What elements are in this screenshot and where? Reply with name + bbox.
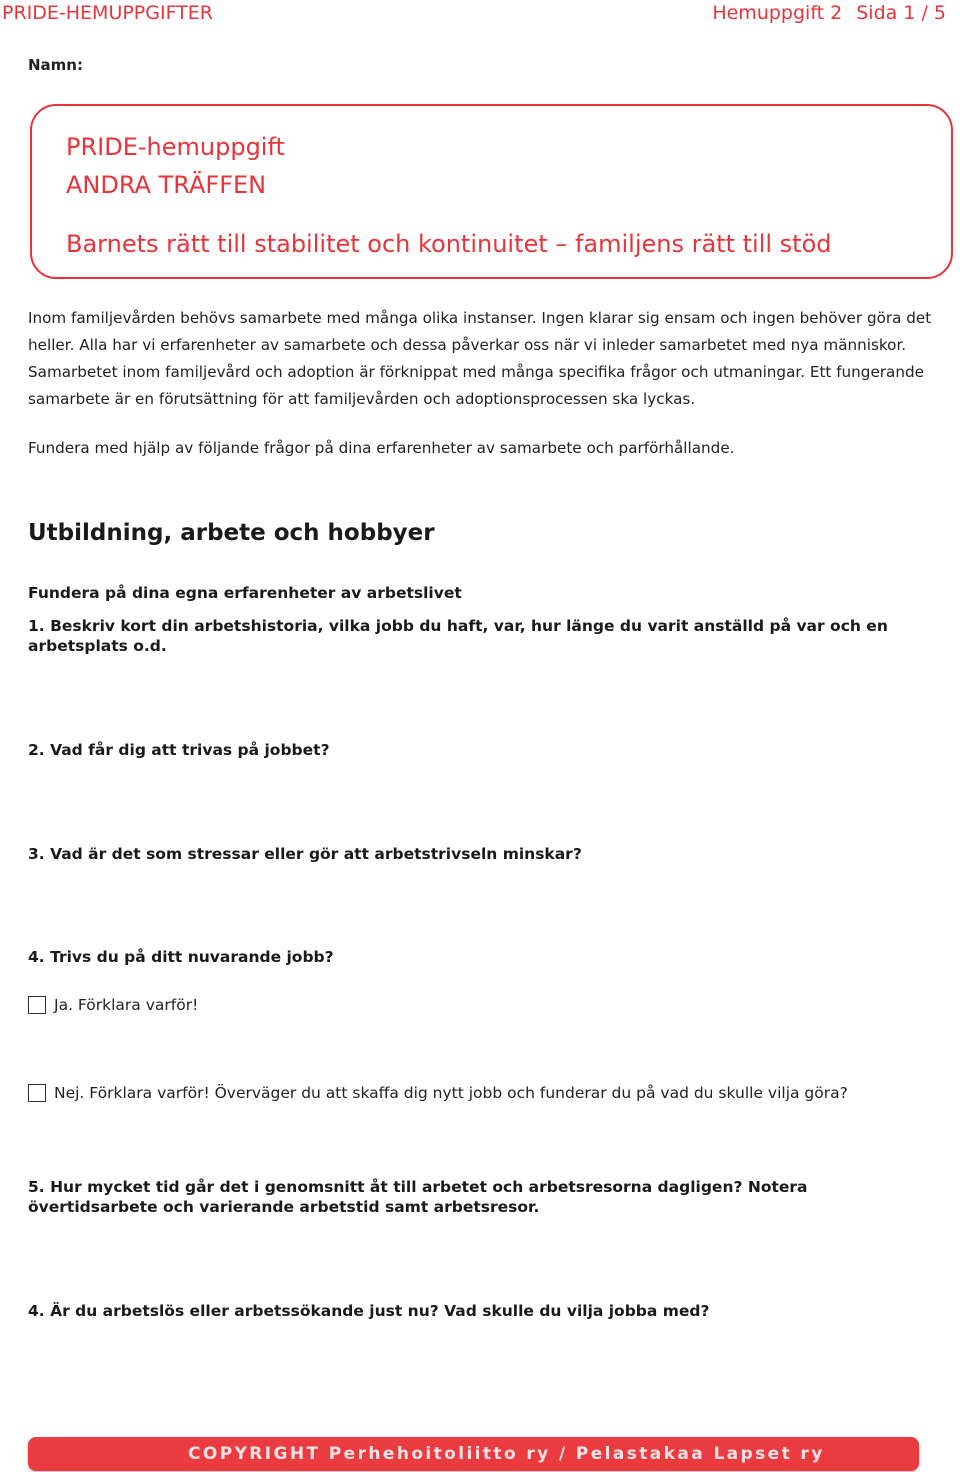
checkbox-yes[interactable] xyxy=(28,996,46,1014)
option-no[interactable] xyxy=(28,1084,848,1102)
question-4: 4. Trivs du på ditt nuvarande jobb? xyxy=(28,948,334,966)
intro-line: samarbete är en förutsättning för att familjevården och adoptionsprocessen ska lyckas. xyxy=(28,390,696,408)
header-page-number: Sida 1 / 5 xyxy=(856,2,946,24)
option-yes-label: Ja. Förklara varför! xyxy=(54,996,199,1014)
title-line-1: PRIDE-hemuppgift xyxy=(66,133,285,161)
question-1: 1. Beskriv kort din arbetshistoria, vilka jobb du haft, var, hur länge du varit anställd på var och en arbetsplats o.d. xyxy=(28,617,888,655)
intro-line: Inom familjevården behövs samarbete med många olika instanser. Ingen klarar sig ensam och ingen behöver göra det xyxy=(28,309,932,327)
name-label: Namn: xyxy=(28,56,83,74)
header-page-info xyxy=(712,2,946,24)
header-document-title: PRIDE-HEMUPPGIFTER xyxy=(2,2,213,24)
footer-bar xyxy=(28,1437,919,1471)
title-line-2: ANDRA TRÄFFEN xyxy=(66,171,267,199)
intro-paragraph xyxy=(28,305,950,413)
question-5: 5. Hur mycket tid går det i genomsnitt åt till arbetet och arbetsresorna dagligen? Notera övertidsarbete och varierande arbetstid samt arbetsresor. xyxy=(28,1178,808,1216)
intro-line: heller. Alla har vi erfarenheter av samarbete och dessa påverkar oss när vi inleder samarbetet med nya människor. xyxy=(28,336,907,354)
section-title: Utbildning, arbete och hobbyer xyxy=(28,520,435,546)
option-no-label: Nej. Förklara varför! Överväger du att skaffa dig nytt jobb och funderar du på vad du skulle vilja göra? xyxy=(54,1084,848,1102)
question-3: 3. Vad är det som stressar eller gör att arbetstrivseln minskar? xyxy=(28,845,582,863)
question-6: 4. Är du arbetslös eller arbetssökande just nu? Vad skulle du vilja jobba med? xyxy=(28,1302,710,1320)
checkbox-no[interactable] xyxy=(28,1084,46,1102)
question-2: 2. Vad får dig att trivas på jobbet? xyxy=(28,741,330,759)
section-subtitle: Fundera på dina egna erfarenheter av arbetslivet xyxy=(28,584,462,602)
header-assignment: Hemuppgift 2 xyxy=(712,2,843,24)
intro-line: Samarbetet inom familjevård och adoption är förknippat med många specifika frågor och utmaningar. Ett fungerande xyxy=(28,363,924,381)
instruction-text: Fundera med hjälp av följande frågor på dina erfarenheter av samarbete och parförhållande. xyxy=(28,439,735,457)
option-yes[interactable] xyxy=(28,996,198,1014)
title-line-3: Barnets rätt till stabilitet och kontinuitet – familjens rätt till stöd xyxy=(66,230,832,258)
title-box xyxy=(30,104,953,279)
footer-copyright: COPYRIGHT Perhehoitoliitto ry / Pelastakaa Lapset ry xyxy=(188,1444,825,1464)
